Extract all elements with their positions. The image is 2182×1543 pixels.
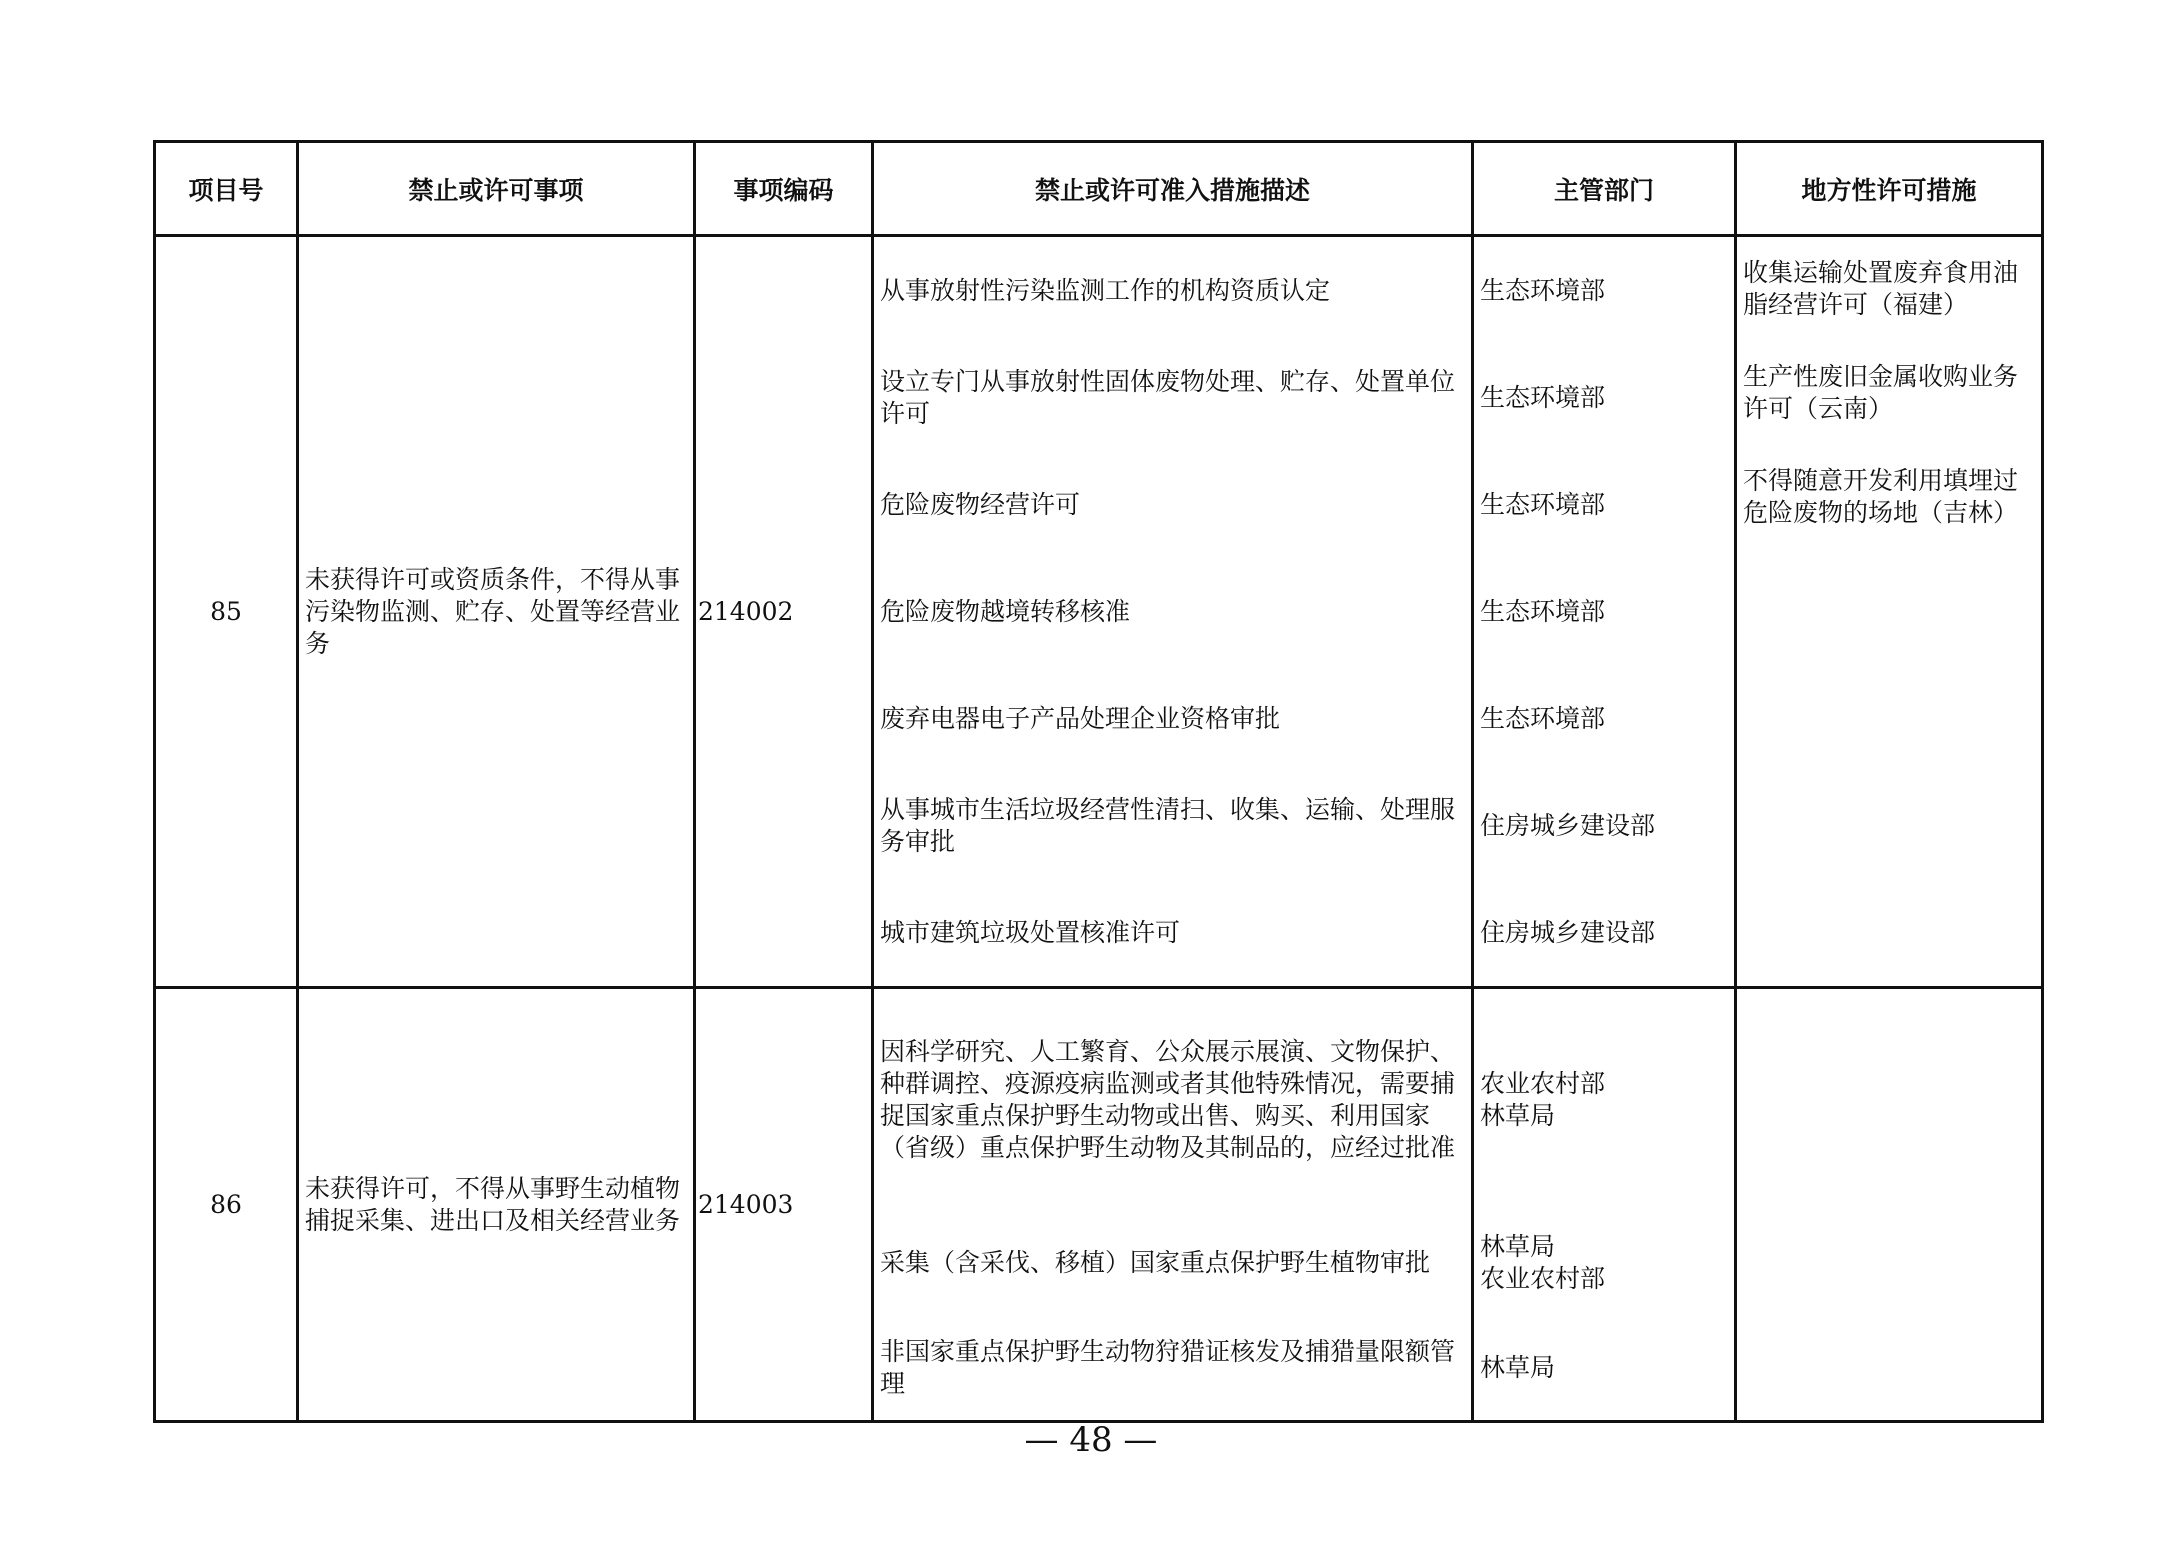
page-number: — 48 —	[1024, 1420, 1158, 1460]
dept-name: 住房城乡建设部	[1480, 917, 1656, 947]
table-row	[155, 236, 2043, 988]
measure-desc: 从事城市生活垃圾经营性清扫、收集、运输、处理服务审批	[880, 794, 1456, 856]
measure-desc: 从事放射性污染监测工作的机构资质认定	[880, 275, 1331, 305]
measure-desc: 采集（含采伐、移植）国家重点保护野生植物审批	[880, 1247, 1431, 1277]
measures-list	[874, 237, 1471, 986]
dept-name: 生态环境部	[1480, 382, 1606, 412]
header-code: 事项编码	[695, 142, 873, 236]
dept-name: 农业农村部	[1480, 1263, 1606, 1293]
table-header-row	[155, 142, 2043, 236]
header-measures: 禁止或许可准入措施描述	[873, 142, 1473, 236]
local-measure: 不得随意开发利用填埋过危险废物的场地（吉林）	[1743, 466, 2019, 527]
measure-desc: 废弃电器电子产品处理企业资格审批	[880, 703, 1281, 733]
measure-desc: 危险废物越境转移核准	[880, 596, 1131, 626]
row-dept-cell	[1473, 236, 1736, 988]
row-no: 86	[155, 988, 298, 1422]
header-item-no: 项目号	[155, 142, 298, 236]
dept-name: 林草局	[1480, 1231, 1556, 1261]
row-no: 85	[155, 236, 298, 988]
row-code: 214002	[695, 236, 873, 988]
dept-name: 生态环境部	[1480, 489, 1606, 519]
row-local-cell	[1736, 236, 2043, 988]
local-measure: 生产性废旧金属收购业务许可（云南）	[1743, 362, 2019, 423]
header-item: 禁止或许可事项	[298, 142, 695, 236]
dept-list	[1474, 989, 1734, 1420]
dept-name: 农业农村部	[1480, 1068, 1606, 1098]
local-measures-list	[1737, 237, 2041, 986]
row-local-cell	[1736, 988, 2043, 1422]
row-code: 214003	[695, 988, 873, 1422]
measure-desc: 危险废物经营许可	[880, 489, 1081, 519]
row-dept-cell	[1473, 988, 1736, 1422]
row-measures-cell	[873, 236, 1473, 988]
dept-name: 生态环境部	[1480, 703, 1606, 733]
permit-table	[153, 140, 2044, 1423]
table-row	[155, 988, 2043, 1422]
dept-name: 住房城乡建设部	[1480, 810, 1656, 840]
row-item: 未获得许可，不得从事野生动植物捕捉采集、进出口及相关经营业务	[298, 988, 695, 1422]
dept-group	[1474, 1315, 1734, 1420]
measure-desc: 因科学研究、人工繁育、公众展示展演、文物保护、种群调控、疫源疫病监测或者其他特殊情况，需要捕捉国家重点保护野生动物或出售、购买、利用国家（省级）重点保护野生动物及其制品的，应经过批准	[880, 1036, 1456, 1162]
measure-desc: 城市建筑垃圾处置核准许可	[880, 917, 1181, 947]
row-measures-cell	[873, 988, 1473, 1422]
local-measure: 收集运输处置废弃食用油脂经营许可（福建）	[1743, 258, 2019, 319]
header-local: 地方性许可措施	[1736, 142, 2043, 236]
row-item: 未获得许可或资质条件，不得从事污染物监测、贮存、处置等经营业务	[298, 236, 695, 988]
dept-name: 林草局	[1480, 1100, 1556, 1130]
measure-desc: 非国家重点保护野生动物狩猎证核发及捕猎量限额管理	[880, 1336, 1456, 1398]
dept-name: 生态环境部	[1480, 596, 1606, 626]
dept-group	[1474, 989, 1734, 1210]
header-dept: 主管部门	[1473, 142, 1736, 236]
dept-name: 生态环境部	[1480, 275, 1606, 305]
measure-desc: 设立专门从事放射性固体废物处理、贮存、处置单位许可	[880, 366, 1456, 428]
measures-list	[874, 989, 1471, 1420]
dept-group	[1474, 1210, 1734, 1315]
dept-list	[1474, 237, 1734, 986]
dept-name: 林草局	[1480, 1352, 1556, 1382]
